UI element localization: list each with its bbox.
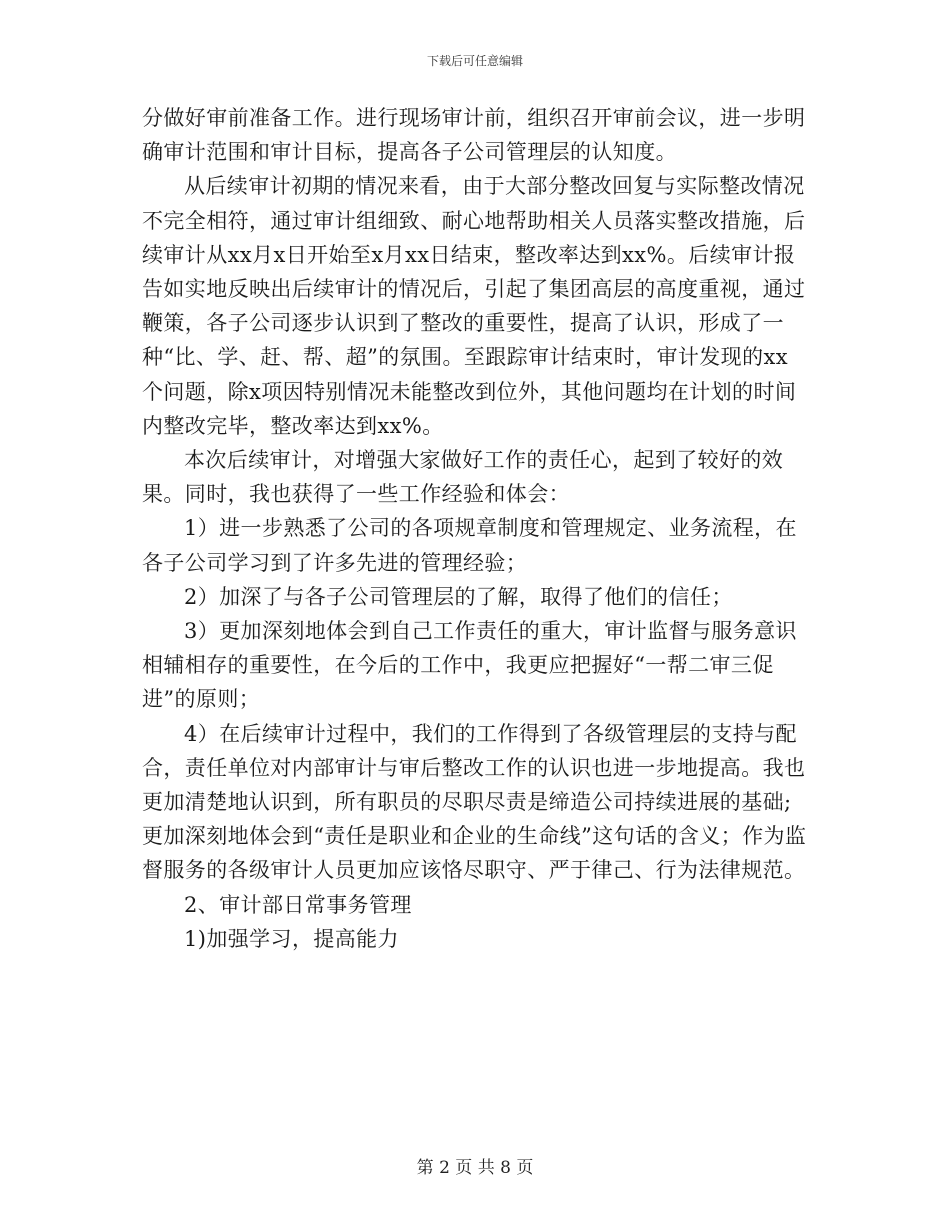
list-item-4: 4）在后续审计过程中，我们的工作得到了各级管理层的支持与配合，责任单位对内部审计与审后整改工作的认识也进一步地提高。我也更加清楚地认识到，所有职员的尽职尽责是缔造公司持续进展的基础;更加深刻地体会到“责任是职业和企业的生命线”这句话的含义；作为监督服务的各级审计人员更加应该恪尽职守、严于律己、行为法律规范。: [142, 721, 807, 883]
list-item-1: 1）进一步熟悉了公司的各项规章制度和管理规定、业务流程，在各子公司学习到了许多先进的管理经验；: [142, 516, 797, 575]
page-header-note: 下载后可任意编辑: [426, 54, 523, 68]
list-item-3: 3）更加深刻地体会到自己工作责任的重大，审计监督与服务意识相辅相存的重要性，在今后的工作中，我更应把握好“一帮二审三促进”的原则；: [142, 619, 797, 712]
list-item-2: 2）加深了与各子公司管理层的了解，取得了他们的信任；: [184, 584, 733, 609]
subsection-heading-learning: 1)加强学习，提高能力: [184, 926, 399, 951]
document-body: [142, 101, 808, 956]
paragraph-followup-audit: 从后续审计初期的情况来看，由于大部分整改回复与实际整改情况不完全相符，通过审计组细致、耐心地帮助相关人员落实整改措施，后续审计从xx月x日开始至x月xx日结束，整改率达到xx%。后续审计报告如实地反映出后续审计的情况后，引起了集团高层的高度重视，通过鞭策，各子公司逐步认识到了整改的重要性，提高了认识，形成了一种“比、学、赶、帮、超”的氛围。至跟踪审计结束时，审计发现的xx个问题，除x项因特别情况未能整改到位外，其他问题均在计划的时间内整改完毕，整改率达到xx%。: [142, 174, 806, 438]
paragraph-experience-intro: 本次后续审计，对增强大家做好工作的责任心，起到了较好的效果。同时，我也获得了一些工作经验和体会：: [142, 448, 784, 507]
page-number: 第 2 页 共 8 页: [416, 1158, 534, 1178]
paragraph-continuation: 分做好审前准备工作。进行现场审计前，组织召开审前会议，进一步明确审计范围和审计目标，提高各子公司管理层的认知度。: [142, 106, 806, 165]
section-heading-daily-management: 2、审计部日常事务管理: [184, 892, 412, 917]
